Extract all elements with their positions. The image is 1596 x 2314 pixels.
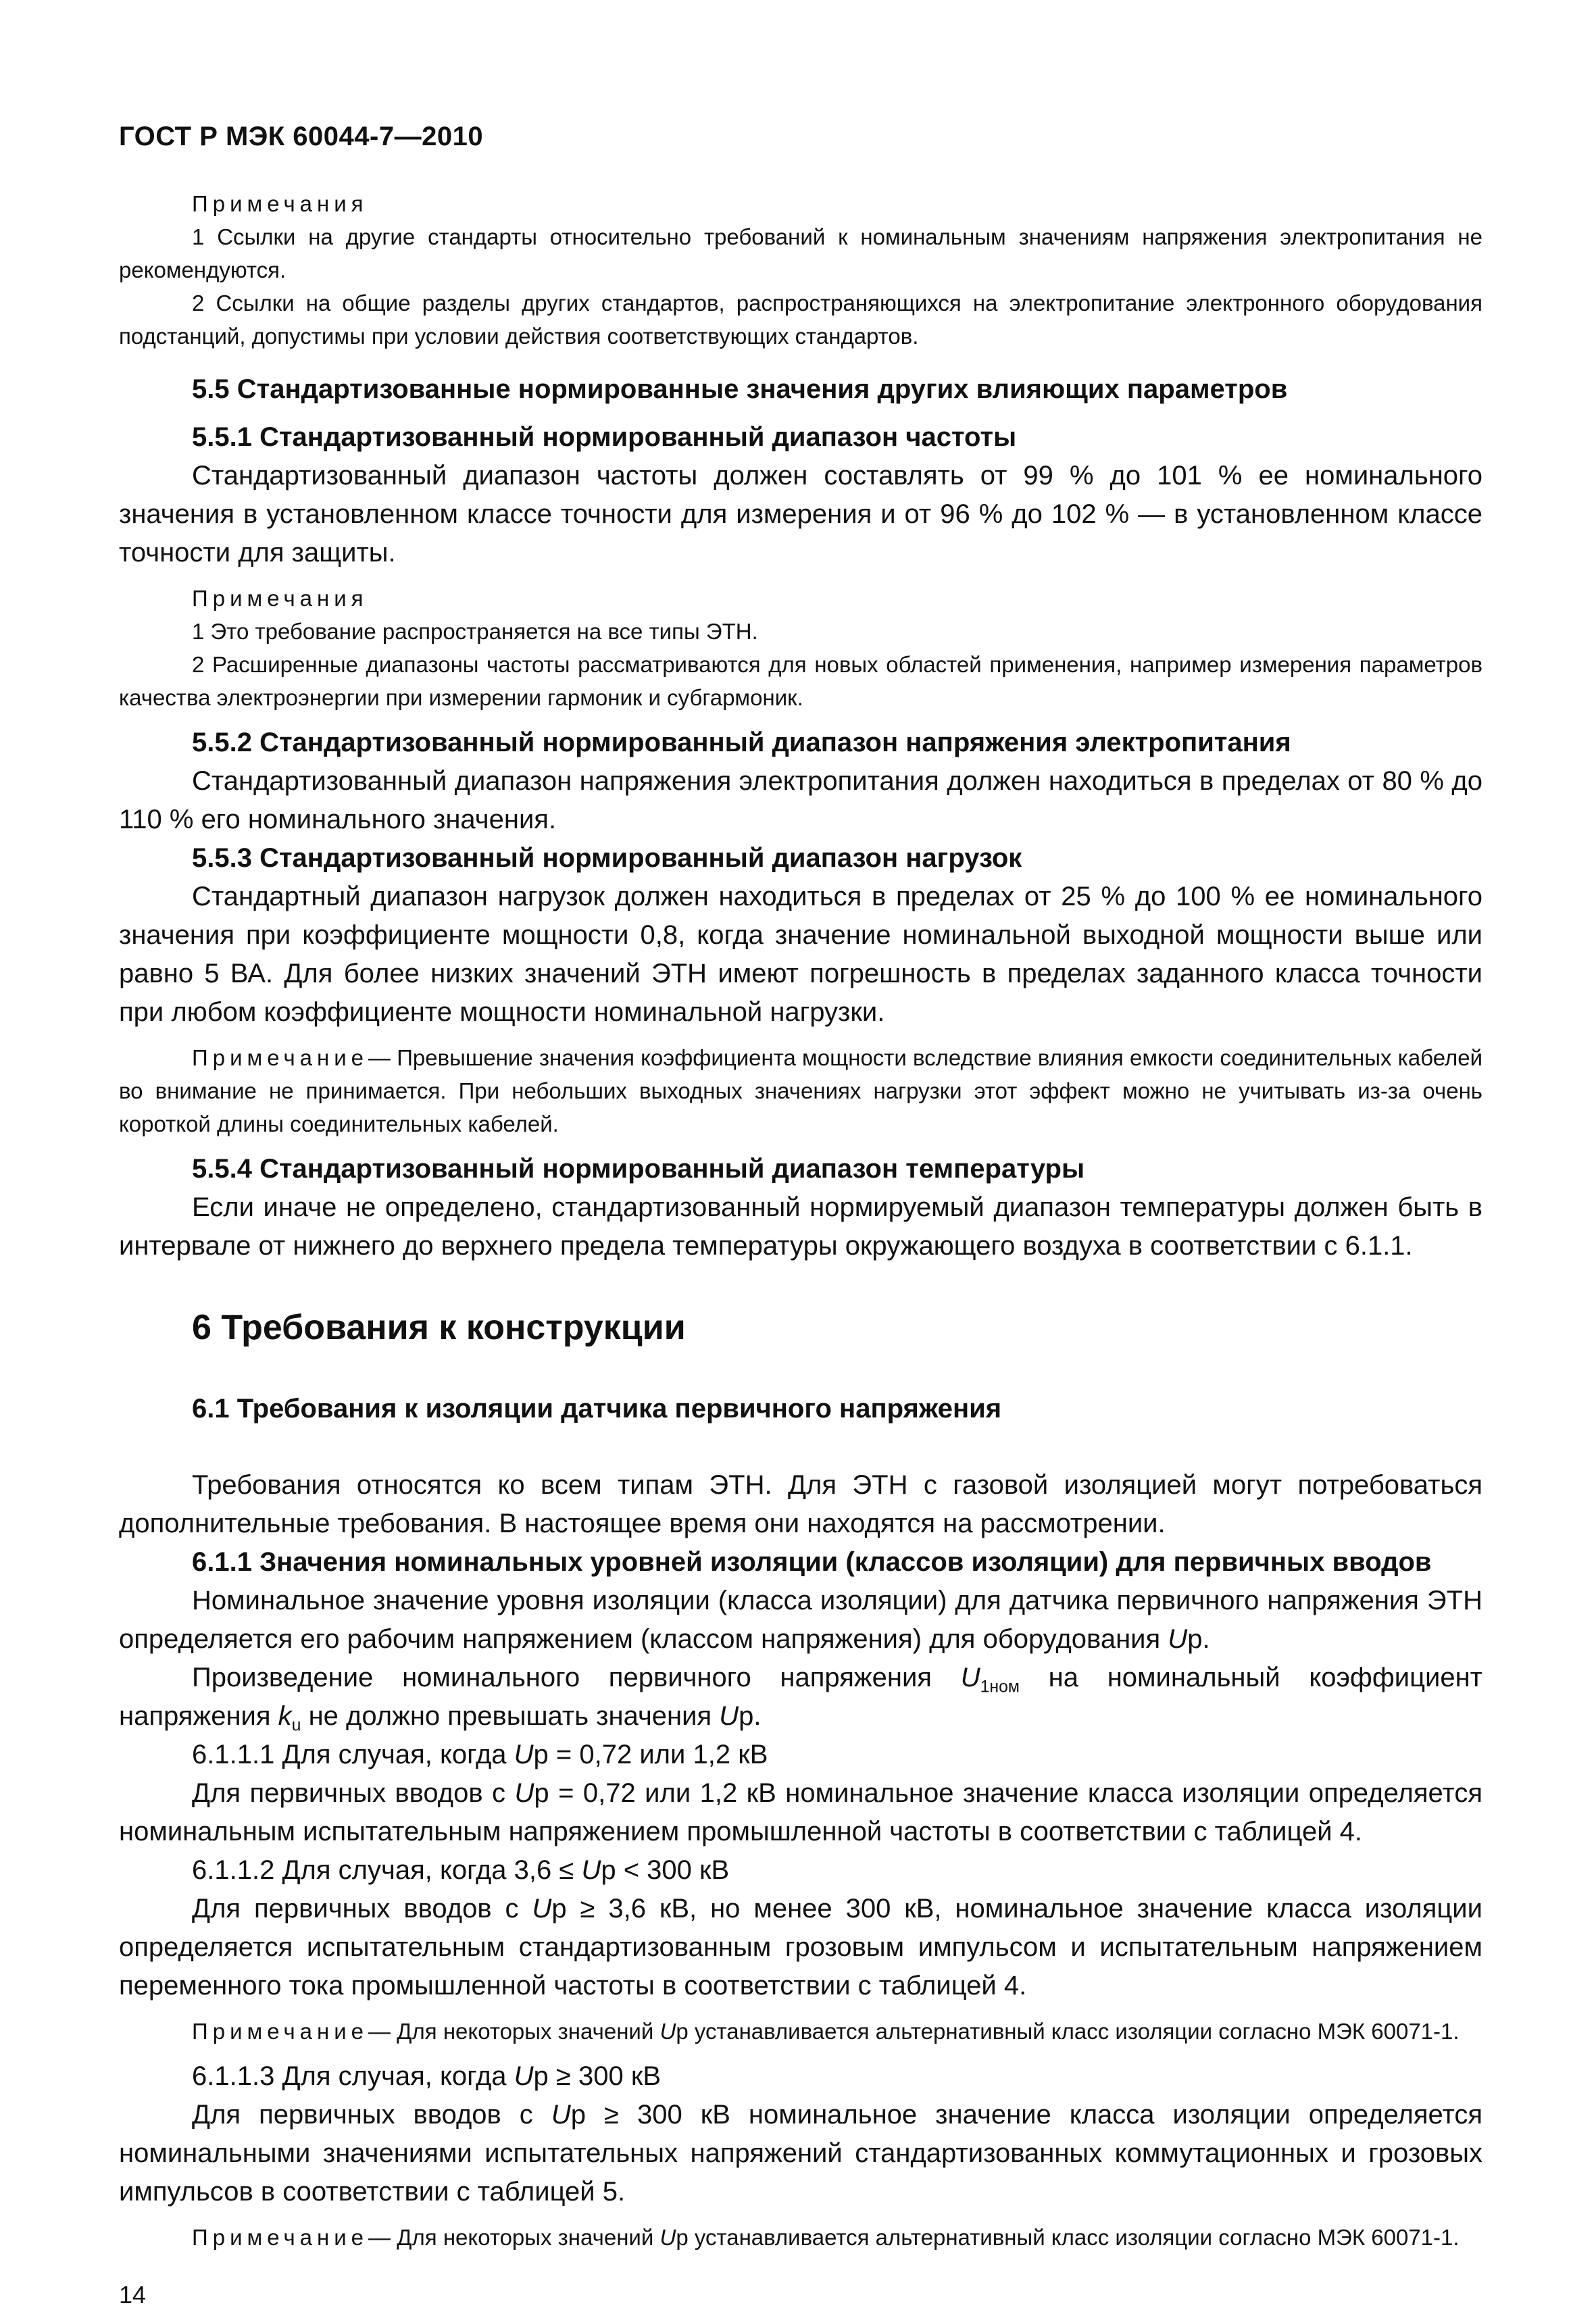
note-item <box>119 2015 1482 2048</box>
notes-label <box>119 187 1482 220</box>
text-run: . <box>1202 1624 1210 1654</box>
text-run: Для первичных вводов с <box>192 2100 551 2130</box>
notes-label-text: Примечания <box>192 191 368 216</box>
document-header: ГОСТ Р МЭК 60044-7—2010 <box>119 122 484 151</box>
text-run: устанавливается альтернативный класс изоляции согласно МЭК 60071-1. <box>688 2019 1460 2044</box>
symbol-k-sub: u <box>291 1716 301 1735</box>
note-item <box>119 1041 1482 1140</box>
text-run: не должно превышать значения <box>301 1701 720 1731</box>
symbol-up: U <box>532 1894 552 1923</box>
symbol-up-sub: p <box>676 2225 689 2250</box>
symbol-up: U <box>514 1778 534 1808</box>
symbol-up-sub: p <box>570 2100 586 2130</box>
text-run: — Для некоторых значений <box>368 2225 660 2250</box>
text-run: ≥ 300 кВ номинальное значение класса изоляции определяется номинальными значениями испытательных напряжений стандартизованных коммутационных и грозовых импульсов в соответствии с таблицей 5. <box>119 2100 1482 2207</box>
symbol-up: U <box>551 2100 571 2130</box>
note-item: 2 Расширенные диапазоны частоты рассматриваются для новых областей применения, например измерения параметров качества электроэнергии при измерении гармоник и субгармоник. <box>119 652 1482 710</box>
symbol-up-sub: p <box>676 2019 689 2044</box>
text-run: на номинальный коэффициент напряжения <box>119 1663 1483 1731</box>
symbol-up-sub: p <box>739 1701 754 1731</box>
note-item: 2 Ссылки на общие разделы других стандартов, распространяющихся на электропитание электронного оборудования подстанций, допустимы при условии действия соответствующих стандартов. <box>119 291 1482 349</box>
paragraph: Стандартизованный диапазон напряжения электропитания должен находиться в пределах от 80 % до 110 % его номинального значения. <box>119 766 1482 834</box>
text-run: устанавливается альтернативный класс изоляции согласно МЭК 60071-1. <box>688 2225 1460 2250</box>
text-run: — Для некоторых значений <box>368 2019 660 2044</box>
symbol-up: U <box>581 1855 601 1885</box>
symbol-up-sub: p <box>1187 1624 1203 1654</box>
symbol-up-sub: p <box>534 1778 549 1808</box>
section-heading: 5.5.3 Стандартизованный нормированный диапазон нагрузок <box>192 843 1022 873</box>
symbol-u: U <box>960 1663 980 1692</box>
symbol-k: k <box>278 1701 292 1731</box>
paragraph: Стандартный диапазон нагрузок должен находиться в пределах от 25 % до 100 % ее номинального значения при коэффициенте мощности 0,8, когда значение номинальной выходной мощности выше или равно 5 ВА. Для более низких значений ЭТН имеют погрешность в пределах заданного класса точности при любом коэффициенте мощности номинальной нагрузки. <box>119 882 1482 1027</box>
paragraph: Если иначе не определено, стандартизованный нормируемый диапазон температуры должен быть в интервале от нижнего до верхнего предела температуры окружающего воздуха в соответствии с 6.1.1. <box>119 1192 1482 1261</box>
symbol-up-sub: p <box>533 1740 549 1769</box>
section-heading: 5.5 Стандартизованные нормированные значения других влияющих параметров <box>192 374 1288 404</box>
note-item <box>119 2221 1482 2254</box>
page-number: 14 <box>119 2281 147 2309</box>
subsection-title <box>119 2057 1482 2096</box>
symbol-up: U <box>514 2061 534 2091</box>
paragraph: Требования относятся ко всем типам ЭТН. Для ЭТН с газовой изоляцией могут потребоваться дополнительные требования. В настоящее время они находятся на рассмотрении. <box>119 1470 1482 1538</box>
note-label: Примечание <box>192 2225 369 2250</box>
text-run: = 0,72 или 1,2 кВ номинальное значение класса изоляции определяется номинальным испытательным напряжением промышленной частоты в соответствии с таблицей 4. <box>119 1778 1483 1846</box>
text-run: 6.1.1.3 Для случая, когда <box>192 2061 514 2091</box>
symbol-up: U <box>514 1740 534 1769</box>
text-run: 6.1.1.1 Для случая, когда <box>192 1740 514 1769</box>
section-heading: 6.1 Требования к изоляции датчика первичного напряжения <box>192 1394 1002 1424</box>
text-run: Номинальное значение уровня изоляции (класса изоляции) для датчика первичного напряжения ЭТН определяется его рабочим напряжением (классом напряжения) для оборудования <box>119 1586 1482 1654</box>
subsection-title <box>119 1736 1482 1774</box>
section-heading: 5.5.1 Стандартизованный нормированный диапазон частоты <box>192 422 1017 452</box>
section-heading: 5.5.2 Стандартизованный нормированный диапазон напряжения электропитания <box>192 728 1291 757</box>
note-label: Примечание <box>192 2019 369 2044</box>
text-run: = 0,72 или 1,2 кВ <box>548 1740 768 1769</box>
paragraph: Стандартизованный диапазон частоты должен составлять от 99 % до 101 % ее номинального значения в установленном классе точности для измерения и от 96 % до 102 % — в установленном классе точности для защиты. <box>119 461 1482 568</box>
symbol-up-sub: p <box>601 1855 616 1885</box>
text-run: . <box>753 1701 762 1731</box>
symbol-u-sub: 1ном <box>980 1678 1020 1696</box>
note-label: Примечание <box>192 1045 369 1070</box>
text-run: 6.1.1.2 Для случая, когда 3,6 ≤ <box>192 1855 582 1885</box>
symbol-up-sub: p <box>533 2061 549 2091</box>
subsection-title <box>119 1851 1482 1890</box>
text-run: ≥ 300 кВ <box>548 2061 661 2091</box>
section-heading: 5.5.4 Стандартизованный нормированный диапазон температуры <box>192 1154 1085 1184</box>
text-run: < 300 кВ <box>616 1855 730 1885</box>
text-run: ≥ 3,6 кВ, но менее 300 кВ, номинальное значение класса изоляции определяется испытательным стандартизованным грозовым импульсом и испытательным напряжением переменного тока промышленной частоты в соответствии с таблицей 4. <box>119 1894 1482 2001</box>
symbol-up: U <box>659 2225 676 2250</box>
text-run: Для первичных вводов с <box>192 1778 515 1808</box>
symbol-up: U <box>1168 1624 1188 1654</box>
section-heading: 6.1.1 Значения номинальных уровней изоляции (классов изоляции) для первичных вводов <box>192 1547 1432 1577</box>
symbol-up: U <box>719 1701 739 1731</box>
notes-label-text: Примечания <box>192 586 368 611</box>
note-item: 1 Ссылки на другие стандарты относительно требований к номинальным значениям напряжения электропитания не рекомендуются. <box>119 224 1482 282</box>
symbol-up-sub: p <box>551 1894 567 1923</box>
paragraph <box>119 1582 1482 1659</box>
paragraph <box>119 1774 1482 1851</box>
notes-label <box>119 582 1482 615</box>
text-run: Произведение номинального первичного напряжения <box>192 1663 961 1692</box>
paragraph <box>119 2096 1482 2211</box>
paragraph <box>119 1659 1482 1736</box>
text-run: Для первичных вводов с <box>192 1894 532 1923</box>
symbol-up: U <box>659 2019 676 2044</box>
chapter-heading: 6 Требования к конструкции <box>192 1308 686 1347</box>
note-item: 1 Это требование распространяется на все типы ЭТН. <box>192 619 758 644</box>
note-text: — Превышение значения коэффициента мощности вследствие влияния емкости соединительных кабелей во внимание не принимается. При небольших выходных значениях нагрузки этот эффект можно не учитывать из-за очень короткой длины соединительных кабелей. <box>119 1045 1482 1136</box>
paragraph <box>119 1890 1482 2005</box>
